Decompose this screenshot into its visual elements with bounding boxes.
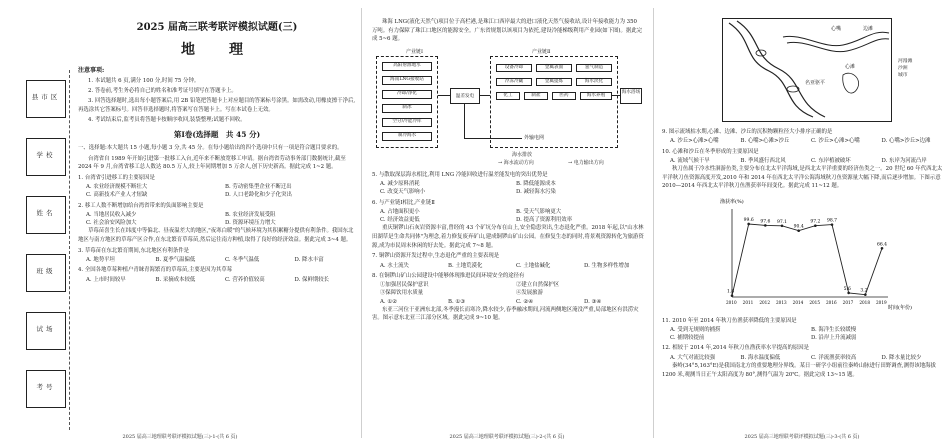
options (372, 298, 644, 306)
page-2-content (372, 18, 644, 325)
box-b: 氢气制造 (576, 64, 612, 72)
chart-svg (662, 193, 944, 315)
legend-water: → 海水流动方向 (498, 159, 534, 166)
question-stem: 2. 移工人数不断增加给台湾省带来的负面影响主要是 (78, 202, 204, 209)
river-map (662, 18, 944, 126)
options (662, 354, 944, 362)
data-point (864, 293, 867, 296)
page-3 (654, 0, 950, 446)
catch-rate-chart (662, 193, 944, 315)
option[interactable]: A. 农业经济规模不断壮大 (86, 184, 148, 191)
flow-diagram (372, 48, 644, 166)
option[interactable]: D. 提高了资源利用效率 (516, 217, 573, 224)
x-tick-label: 2014 (792, 299, 804, 305)
option[interactable]: B. 土地荒漠化 (448, 262, 483, 269)
notice-item: 3. 回答选择题时,选出每小题答案后,用 2B 铅笔把答题卡上对应题目的答案标号涂黑。如需改动,用橡皮擦干净后,再选涂其它答案标号。回答非选择题时,将答案写在答题卡上。写在本试卷上无效。 (78, 98, 356, 113)
options (372, 180, 644, 196)
options (78, 183, 356, 199)
option[interactable]: A. 占地面积更小 (380, 209, 420, 215)
data-label: 98.7 (827, 218, 838, 224)
data-point (814, 224, 817, 227)
data-label: 97.1 (777, 219, 788, 225)
option[interactable]: B. 海水温度偏低 (740, 354, 781, 361)
data-label: 90.4 (793, 224, 804, 230)
x-tick-label: 2016 (826, 299, 837, 305)
option[interactable]: C. 冬季气温低 (225, 256, 260, 263)
label-discharge: 海水排放 (512, 151, 533, 158)
data-point (847, 291, 850, 294)
option[interactable]: D. ③④ (584, 298, 602, 305)
option[interactable]: B. 农业经济发展受阻 (225, 211, 276, 218)
option[interactable]: B. 降低能源成本 (516, 181, 556, 188)
option[interactable]: B. 季风盛行西北风 (740, 158, 786, 165)
exam-subject: 地 理 (181, 42, 253, 58)
legend-power: → 电力输出方向 (568, 159, 604, 166)
chart-ylabel: 渔获率(%) (720, 198, 744, 205)
option[interactable]: D. 东岸为河流凸岸 (881, 158, 927, 165)
x-tick-label: 2013 (776, 299, 787, 305)
data-label: 1.8 (727, 289, 735, 295)
option[interactable]: B. 受天气影响更大 (516, 209, 562, 215)
option[interactable]: C. 社会治安风险加大 (86, 220, 137, 227)
option: ④发展旅游 (516, 290, 543, 297)
option[interactable]: C. 东岸植被破坏 (811, 158, 851, 165)
passage: 东亚三河位于亚洲东北部,冬季漫长而寒冷,降水较少,春季融冰期间,河流两侧地区淹没严重,局部地区有洪涝灾害。图示意东北亚三江部分区域。据此完成 9~10 题。 (372, 306, 639, 322)
question-stem: 11. 2010 年至 2014 年秋刀鱼渔获率降低的主要原因是 (662, 317, 797, 324)
map-legend (898, 58, 912, 79)
question-stem: 6. 与产业链Ⅰ相比,产业链Ⅱ (372, 199, 435, 206)
instruction: 一、选择题:本大题共 15 小题,每小题 3 分,共 45 分。在每小题给出的四个选项中只有一项是符合题目要求的。 (78, 145, 343, 152)
data-label: 97.6 (760, 218, 771, 224)
box-b: 海水养殖 (580, 92, 612, 100)
question-stem: 3. 草莓苗在东北繁育期间,东北地区有利条件是 (78, 247, 189, 254)
chart-xlabel: 时间(年份) (888, 304, 912, 311)
x-tick-label: 2015 (809, 299, 821, 305)
data-point (764, 224, 767, 227)
box-b: 医药 (552, 92, 576, 100)
page-1 (0, 0, 360, 446)
x-tick-label: 2010 (726, 299, 737, 305)
option[interactable]: D. 降水丰富 (294, 256, 324, 263)
options (78, 276, 356, 284)
page-footer: 2025 届高三地理联考联评模拟试题(三)-1-(共 6 页) (122, 434, 238, 440)
options (78, 256, 356, 264)
question-stem: 7. 铜锣山资源开发过程中,生态退化严重的主要表现是 (372, 253, 500, 260)
passage: 珠海 LNG(液化天然气)项目位于高栏港,是珠江口西岸最大的进口液化天然气接收站,设计年接收能力为 350 万吨。有力保障了珠江口地区的能源安全。广东省规划以该项目为依托,建设冷能梯级利用产业园(如下图)。据此完成 5~6 题。 (372, 19, 643, 43)
option[interactable]: C. 改变天气影响小 (380, 189, 426, 196)
option[interactable]: A. 上市时间较早 (86, 276, 126, 283)
options (78, 211, 356, 227)
map-label: 心滩 (845, 64, 856, 70)
option[interactable]: A. 沙丘>心滩>心嘴 (670, 138, 719, 145)
arrow (438, 95, 450, 96)
option[interactable]: B. 心嘴>心滩>沙丘 (740, 138, 790, 145)
option[interactable]: B. 劳动密集型企业不断迁出 (225, 184, 292, 191)
page-footer: 2025 届高三地理联考联评模拟试题(三)-2-(共 6 页) (449, 434, 565, 440)
box-b: 海水浴场 (620, 88, 642, 104)
x-tick-label: 2012 (759, 299, 771, 305)
label-power-grid: 外输电网 (524, 134, 545, 141)
box-b: 金属表面 (536, 64, 572, 72)
option[interactable]: D. 减轻海水污染 (516, 189, 556, 196)
box-b: 金属提炼 (536, 78, 572, 86)
option[interactable]: A. 流域气候干旱 (670, 158, 710, 165)
box-cooling: 冷却/净化 (382, 90, 432, 99)
legend-item: 河漫滩 (898, 59, 913, 64)
field-county[interactable]: 县市区 (26, 80, 66, 118)
box-chilled-water: 制冷海水 (382, 132, 432, 141)
option[interactable]: D. 人口老龄化和少子化突出 (225, 192, 292, 199)
data-point (797, 229, 800, 232)
page-2 (362, 0, 652, 446)
passage: 重庆铜锣山石灰岩资源丰富,曾经的 43 个矿坑分布在山上,安全隐患突出,生态退化严重。2018 年起,以"山水林田湖草是生命共同体"为理念,着力修复废弃矿山,建成铜锣山矿山公园。在修复生态的同时,将景观资源转化为旅游资源,成为市民周末休闲的好去处。据此完成 7~8 题。 (372, 225, 644, 249)
river-map-drawing (723, 19, 891, 121)
box-source: 高阳射源地水 (382, 62, 432, 71)
question-stem: 10. 心滩和沙丘在冬季形成的主要原因是 (662, 148, 759, 155)
box-b: 制盐 (524, 92, 548, 100)
data-label: 5.6 (843, 286, 851, 292)
option[interactable]: C. 高新技术产业人才短缺 (86, 192, 148, 199)
question-stem: 12. 相较于 2014 年,2014 年秋刀鱼渔获率水平提高的原因是 (662, 345, 810, 352)
option[interactable]: A. 当地居民收入减少 (86, 211, 137, 218)
options (662, 326, 944, 342)
question-stem: 8. 在铜锣山矿山公园建设中能够体现推进民间环境安全的途径有 (372, 272, 525, 279)
field-name[interactable]: 姓名 (26, 196, 66, 234)
options (662, 157, 944, 165)
arrow (480, 95, 490, 96)
box-b: 海水淡化 (576, 78, 612, 86)
option[interactable]: C. 洋流渔获率较高 (811, 354, 857, 361)
data-point (831, 223, 834, 226)
exam-title: 2025 届高三联考联评模拟试题(三) (136, 22, 298, 33)
x-tick-label: 2011 (742, 299, 754, 305)
map-label: 边滩 (863, 26, 874, 32)
x-tick-label: 2019 (876, 299, 887, 305)
option[interactable]: C. 营养价值较高 (225, 276, 265, 283)
box-ice: 制冰 (382, 104, 432, 113)
option[interactable]: C. 捕期较提前 (670, 335, 705, 342)
passage: 台湾省自 1989 年开始引进第一批移工入台,近年来不断放宽移工申请。据台湾省劳动事务部门数据统计,截至 2024 年 9 月,台湾省移工总人数达 80.5 万人,较上年同期增加 5 万余人,创下历史新高。据此完成 1~2 题。 (78, 155, 346, 171)
passage: 秋刀鱼属于冷水性洄游鱼类,主要分布在北太平洋海域,是西北太平洋重要的经济鱼类之一。20 世纪 60 年代西北太平洋秋刀鱼资源高度开发,2010 年和 2014 年在西北太平洋公海海域秋刀鱼资源量大幅下降,而后逐步增加。下图示意 2010—2014 年西北太平洋秋刀鱼渔获率年间变化。据此完成 11~12 题。 (662, 166, 943, 190)
section-title: 第Ⅰ卷(选择题 共 45 分) (173, 130, 261, 140)
data-point (747, 222, 750, 225)
data-point (781, 224, 784, 227)
option[interactable]: B. 采摘成本较低 (155, 276, 196, 283)
option: ①加强居民保护意识 (380, 282, 429, 289)
question-stem: 4. 全国各地草莓种植户青睐青海繁育的草莓苗,主要是因为其草莓 (78, 267, 233, 274)
series-line (732, 224, 882, 296)
notice-item: 4. 考试结束后,监考员将答题卡按顺序收回,装袋整理;试题不回收。 (88, 116, 246, 123)
option[interactable]: A. 地势平坦 (86, 256, 115, 263)
option[interactable]: A. 减少原料消耗 (380, 181, 420, 188)
box-lng: 海南LNG接收站 (382, 76, 432, 85)
map-label: 名亚驱平 (805, 80, 826, 86)
legend-item: 城市 (898, 73, 908, 78)
data-label: 97.2 (810, 219, 821, 225)
label-chain-2: 产业链Ⅱ (532, 48, 551, 55)
question-stem: 9. 图示流域枯水期,心滩、边滩、沙丘的沉积物颗粒径大小排序正确的是 (662, 129, 833, 135)
page-3-content (662, 18, 944, 381)
binding-strip (14, 70, 66, 430)
map-label: 心嘴 (831, 26, 842, 32)
option[interactable]: D. 心嘴>沙丘>边滩 (881, 138, 931, 145)
cut-line (69, 70, 72, 430)
option[interactable]: D. 资源环境压力增大 (225, 220, 276, 227)
box-b: 化工 (496, 92, 520, 100)
arrow (464, 104, 465, 138)
data-label: 3.2 (860, 288, 868, 294)
option[interactable]: B. 夏季气温偏低 (155, 256, 196, 263)
map-frame (722, 18, 892, 122)
box-cold-storage: 空分/冷能冷库 (382, 118, 432, 127)
options (372, 208, 644, 224)
option[interactable]: A. 受到无规则的捕捞 (670, 326, 721, 333)
box-b: 设备冷却 (496, 64, 532, 72)
option[interactable]: C. ②④ (516, 298, 534, 305)
option[interactable]: D. 沿岸上升流减弱 (811, 335, 857, 342)
arrow (612, 95, 620, 96)
options (372, 262, 644, 270)
passage: 秦岭(34°5,163°E)是我国南北方的重要地理分界线。某日一研学小组前往秦岭山脉进行田野调查,测得该地海拔 1200 米,观测当日正午太阳高度为 80°,测得气温为 20℃。据此完成 13~15 题。 (662, 362, 936, 378)
option: ②建立自然保护区 (516, 282, 560, 289)
option[interactable]: A. ①② (380, 298, 397, 305)
page-1-content (78, 18, 356, 284)
option[interactable]: B. ①③ (448, 298, 466, 305)
passage: 草莓苗喜生长在纬度中等偏北、昼夜温差大的地区,"夜寒白暖"的气候环境为其积累糖分提供有利条件。我国东北地区与南方地区的草莓产区合作,在东北繁育草莓苗,然后运往南方种植,取得了良好的经济效益。据此完成 3~4 题。 (78, 228, 354, 243)
option: ③保障饮用水质量 (380, 290, 424, 297)
arrow (464, 138, 522, 139)
option[interactable]: C. 土地盐碱化 (516, 262, 551, 269)
label-chain-1: 产业链Ⅰ (406, 48, 423, 55)
page-footer: 2025 届高三地理联考联评模拟试题(三)-3-(共 6 页) (744, 434, 860, 440)
x-tick-label: 2018 (859, 299, 871, 305)
notice-item: 1. 本试题共 6 页,满分 100 分,时间 75 分钟。 (88, 78, 200, 84)
field-class[interactable]: 班级 (26, 254, 66, 292)
option[interactable]: B. 海洋生长较缓慢 (811, 326, 857, 333)
options (662, 137, 944, 145)
data-point (881, 247, 884, 250)
option[interactable]: C. 沙丘>心滩>心嘴 (811, 138, 860, 145)
field-school[interactable]: 学校 (26, 138, 66, 176)
notice-heading: 注意事项: (78, 67, 105, 74)
option[interactable]: C. 经济效益更低 (380, 217, 420, 224)
option[interactable]: D. 生物多样性增加 (584, 262, 630, 269)
box-b: 冷冻冷藏 (496, 78, 532, 86)
option[interactable]: D. 保鲜期较长 (294, 276, 330, 283)
option[interactable]: D. 降水量比较少 (881, 354, 922, 361)
data-label: 99.6 (743, 217, 754, 223)
notice-item: 2. 答卷前,考生务必将自己的姓名和准考证号填写在答题卡上。 (88, 88, 237, 95)
field-room[interactable]: 试场 (26, 312, 66, 350)
legend-item: 沙洲 (898, 66, 908, 71)
question-stem: 5. 与散取深层海水相比,利用 LNG 冷能回收进行温差能发电的突出优势是 (372, 171, 548, 178)
options (372, 281, 644, 297)
data-point (731, 294, 734, 297)
x-tick-label: 2017 (842, 299, 854, 305)
box-center: 温差发电 (450, 88, 480, 104)
option[interactable]: A. 水土流失 (380, 262, 409, 269)
field-exam-number[interactable]: 考号 (26, 370, 66, 408)
option[interactable]: A. 大气对流比较强 (670, 354, 716, 361)
question-stem: 1. 台湾省引进移工的主要原因是 (78, 174, 155, 181)
data-label: 66.4 (877, 241, 888, 247)
